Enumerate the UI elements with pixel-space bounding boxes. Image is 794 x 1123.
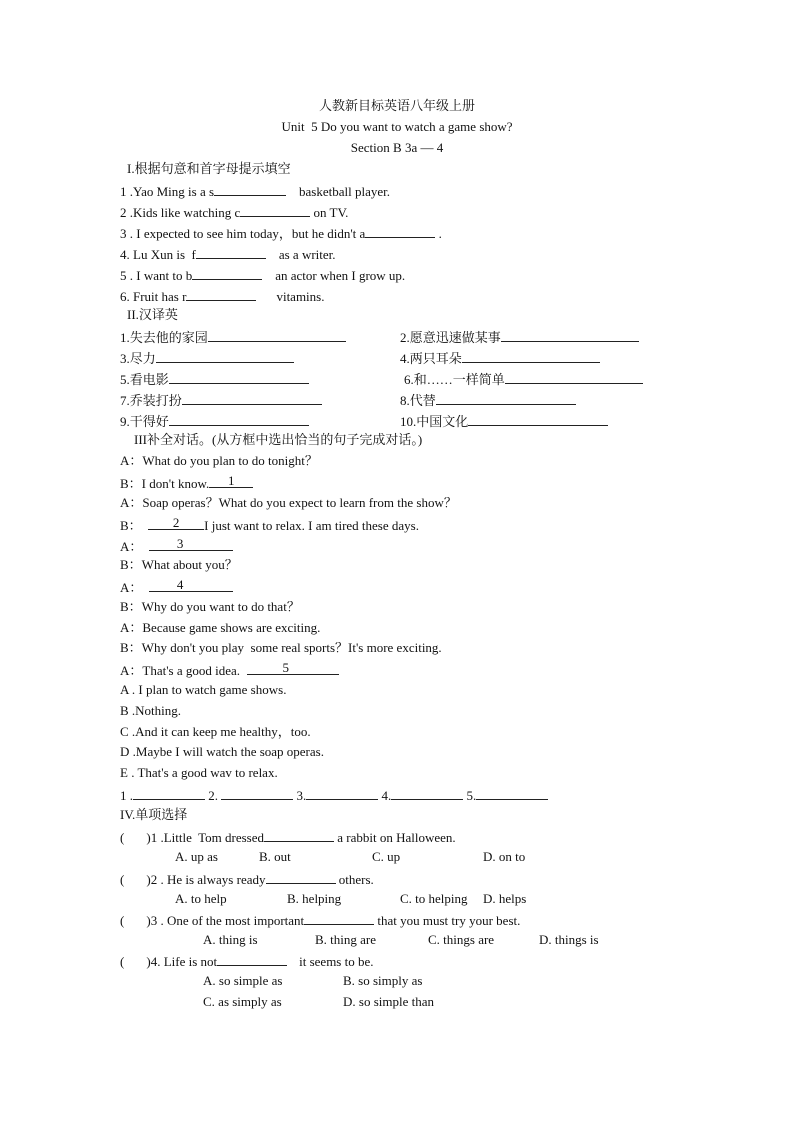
blank-field[interactable]: [304, 911, 374, 925]
blank-field[interactable]: [264, 828, 334, 842]
blank-field[interactable]: [468, 412, 608, 426]
dialog-blank[interactable]: 2: [148, 516, 204, 530]
answer-blank[interactable]: [221, 786, 293, 800]
blank-field[interactable]: [196, 245, 266, 259]
dialog-line: B：Why do you want to do that？: [120, 599, 300, 614]
mc-question: ( )1 .Little Tom dressed a rabbit on Halloween.: [120, 830, 456, 845]
dialog-blank[interactable]: 4: [149, 578, 233, 592]
part1-item: 5 . I want to b an actor when I grow up.: [120, 268, 406, 283]
part2-item: 7.乔装打扮: [120, 391, 322, 409]
mc-option[interactable]: D. things is: [539, 932, 599, 947]
dialog-line: B：Why don't you play some real sports？It's more exciting.: [120, 640, 442, 655]
dialog-blank[interactable]: 1: [209, 474, 253, 488]
blank-field[interactable]: [217, 952, 287, 966]
blank-field[interactable]: [169, 370, 309, 384]
mc-option[interactable]: B. so simply as: [343, 973, 423, 988]
dialog-blank[interactable]: 5: [247, 661, 339, 675]
part2-item: 9.干得好: [120, 412, 309, 430]
part1-item: 1 .Yao Ming is a s basketball player.: [120, 184, 390, 199]
answer-blank[interactable]: [133, 786, 205, 800]
part2-item: 8.代替: [400, 391, 576, 409]
blank-field[interactable]: [462, 349, 600, 363]
answer-row: 1 . 2. 3. 4. 5.: [120, 786, 548, 804]
option-a: A . I plan to watch game shows.: [120, 682, 287, 697]
blank-field[interactable]: [436, 391, 576, 405]
blank-field[interactable]: [501, 328, 639, 342]
doc-title: 人教新目标英语八年级上册: [318, 98, 475, 113]
part2-item: 1.失去他的家园: [120, 328, 346, 346]
option-e: E . That's a good wav to relax.: [120, 765, 278, 780]
part1-item: 2 .Kids like watching c on TV.: [120, 205, 349, 220]
answer-blank[interactable]: [306, 786, 378, 800]
part2-heading: II.汉译英: [127, 307, 178, 322]
mc-option[interactable]: B. helping: [287, 891, 342, 906]
mc-question: ( )2 . He is always ready others.: [120, 872, 374, 887]
option-c: C .And it can keep me healthy，too.: [120, 724, 311, 739]
part3-heading: III补全对话。(从方框中选出恰当的句子完成对话。): [134, 432, 423, 447]
option-b: B .Nothing.: [120, 703, 182, 718]
blank-field[interactable]: [208, 328, 346, 342]
dialog-line: A： 4: [120, 578, 233, 596]
part2-item: 5.看电影: [120, 370, 309, 388]
blank-field[interactable]: [169, 412, 309, 426]
mc-option[interactable]: A. so simple as: [203, 973, 283, 988]
blank-field[interactable]: [266, 870, 336, 884]
blank-field[interactable]: [186, 287, 256, 301]
blank-field[interactable]: [365, 224, 435, 238]
part2-item: 3.尽力: [120, 349, 294, 367]
mc-option[interactable]: C. to helping: [400, 891, 468, 906]
dialog-line: A：That's a good idea. 5: [120, 661, 339, 679]
part2-item: 10.中国文化: [400, 412, 608, 430]
mc-option[interactable]: C. up: [372, 849, 401, 864]
part1-item: 6. Fruit has r vitamins.: [120, 289, 325, 304]
option-d: D .Maybe I will watch the soap operas.: [120, 744, 324, 759]
mc-option[interactable]: B. thing are: [315, 932, 377, 947]
part2-item: 2.愿意迅速做某事: [400, 328, 639, 346]
mc-option[interactable]: B. out: [259, 849, 291, 864]
mc-question: ( )4. Life is not it seems to be.: [120, 954, 374, 969]
dialog-line: B： 2 I just want to relax. I am tired these days.: [120, 515, 419, 533]
blank-field[interactable]: [240, 203, 310, 217]
part2-item: 4.两只耳朵: [400, 349, 600, 367]
dialog-line: B：I don't know. 1: [120, 474, 253, 492]
dialog-blank[interactable]: 3: [149, 537, 233, 551]
mc-option[interactable]: D. helps: [483, 891, 527, 906]
dialog-line: A：What do you plan to do tonight？: [120, 453, 318, 468]
blank-field[interactable]: [214, 182, 286, 196]
part4-heading: IV.单项选择: [120, 807, 188, 822]
part1-item: 4. Lu Xun is f as a writer.: [120, 247, 336, 262]
mc-option[interactable]: C. as simply as: [203, 994, 282, 1009]
answer-blank[interactable]: [476, 786, 548, 800]
answer-blank[interactable]: [391, 786, 463, 800]
part1-heading: I.根据句意和首字母提示填空: [127, 161, 291, 176]
dialog-line: A： 3: [120, 537, 233, 555]
section-title: Section B 3a — 4: [350, 140, 444, 155]
dialog-line: B：What about you？: [120, 557, 238, 572]
mc-option[interactable]: A. thing is: [203, 932, 258, 947]
blank-field[interactable]: [192, 266, 262, 280]
mc-option[interactable]: D. on to: [483, 849, 526, 864]
dialog-line: A：Soap operas？What do you expect to learn from the show？: [120, 495, 457, 510]
unit-title: Unit 5 Do you want to watch a game show?: [281, 119, 513, 134]
blank-field[interactable]: [182, 391, 322, 405]
mc-option[interactable]: A. to help: [175, 891, 227, 906]
part1-item: 3 . I expected to see him today，but he didn't a .: [120, 226, 442, 241]
part2-item: 6.和……一样简单: [404, 370, 643, 388]
mc-option[interactable]: C. things are: [428, 932, 495, 947]
dialog-line: A：Because game shows are exciting.: [120, 620, 321, 635]
mc-option[interactable]: D. so simple than: [343, 994, 434, 1009]
blank-field[interactable]: [156, 349, 294, 363]
blank-field[interactable]: [505, 370, 643, 384]
mc-option[interactable]: A. up as: [175, 849, 218, 864]
mc-question: ( )3 . One of the most important that you must try your best.: [120, 913, 521, 928]
